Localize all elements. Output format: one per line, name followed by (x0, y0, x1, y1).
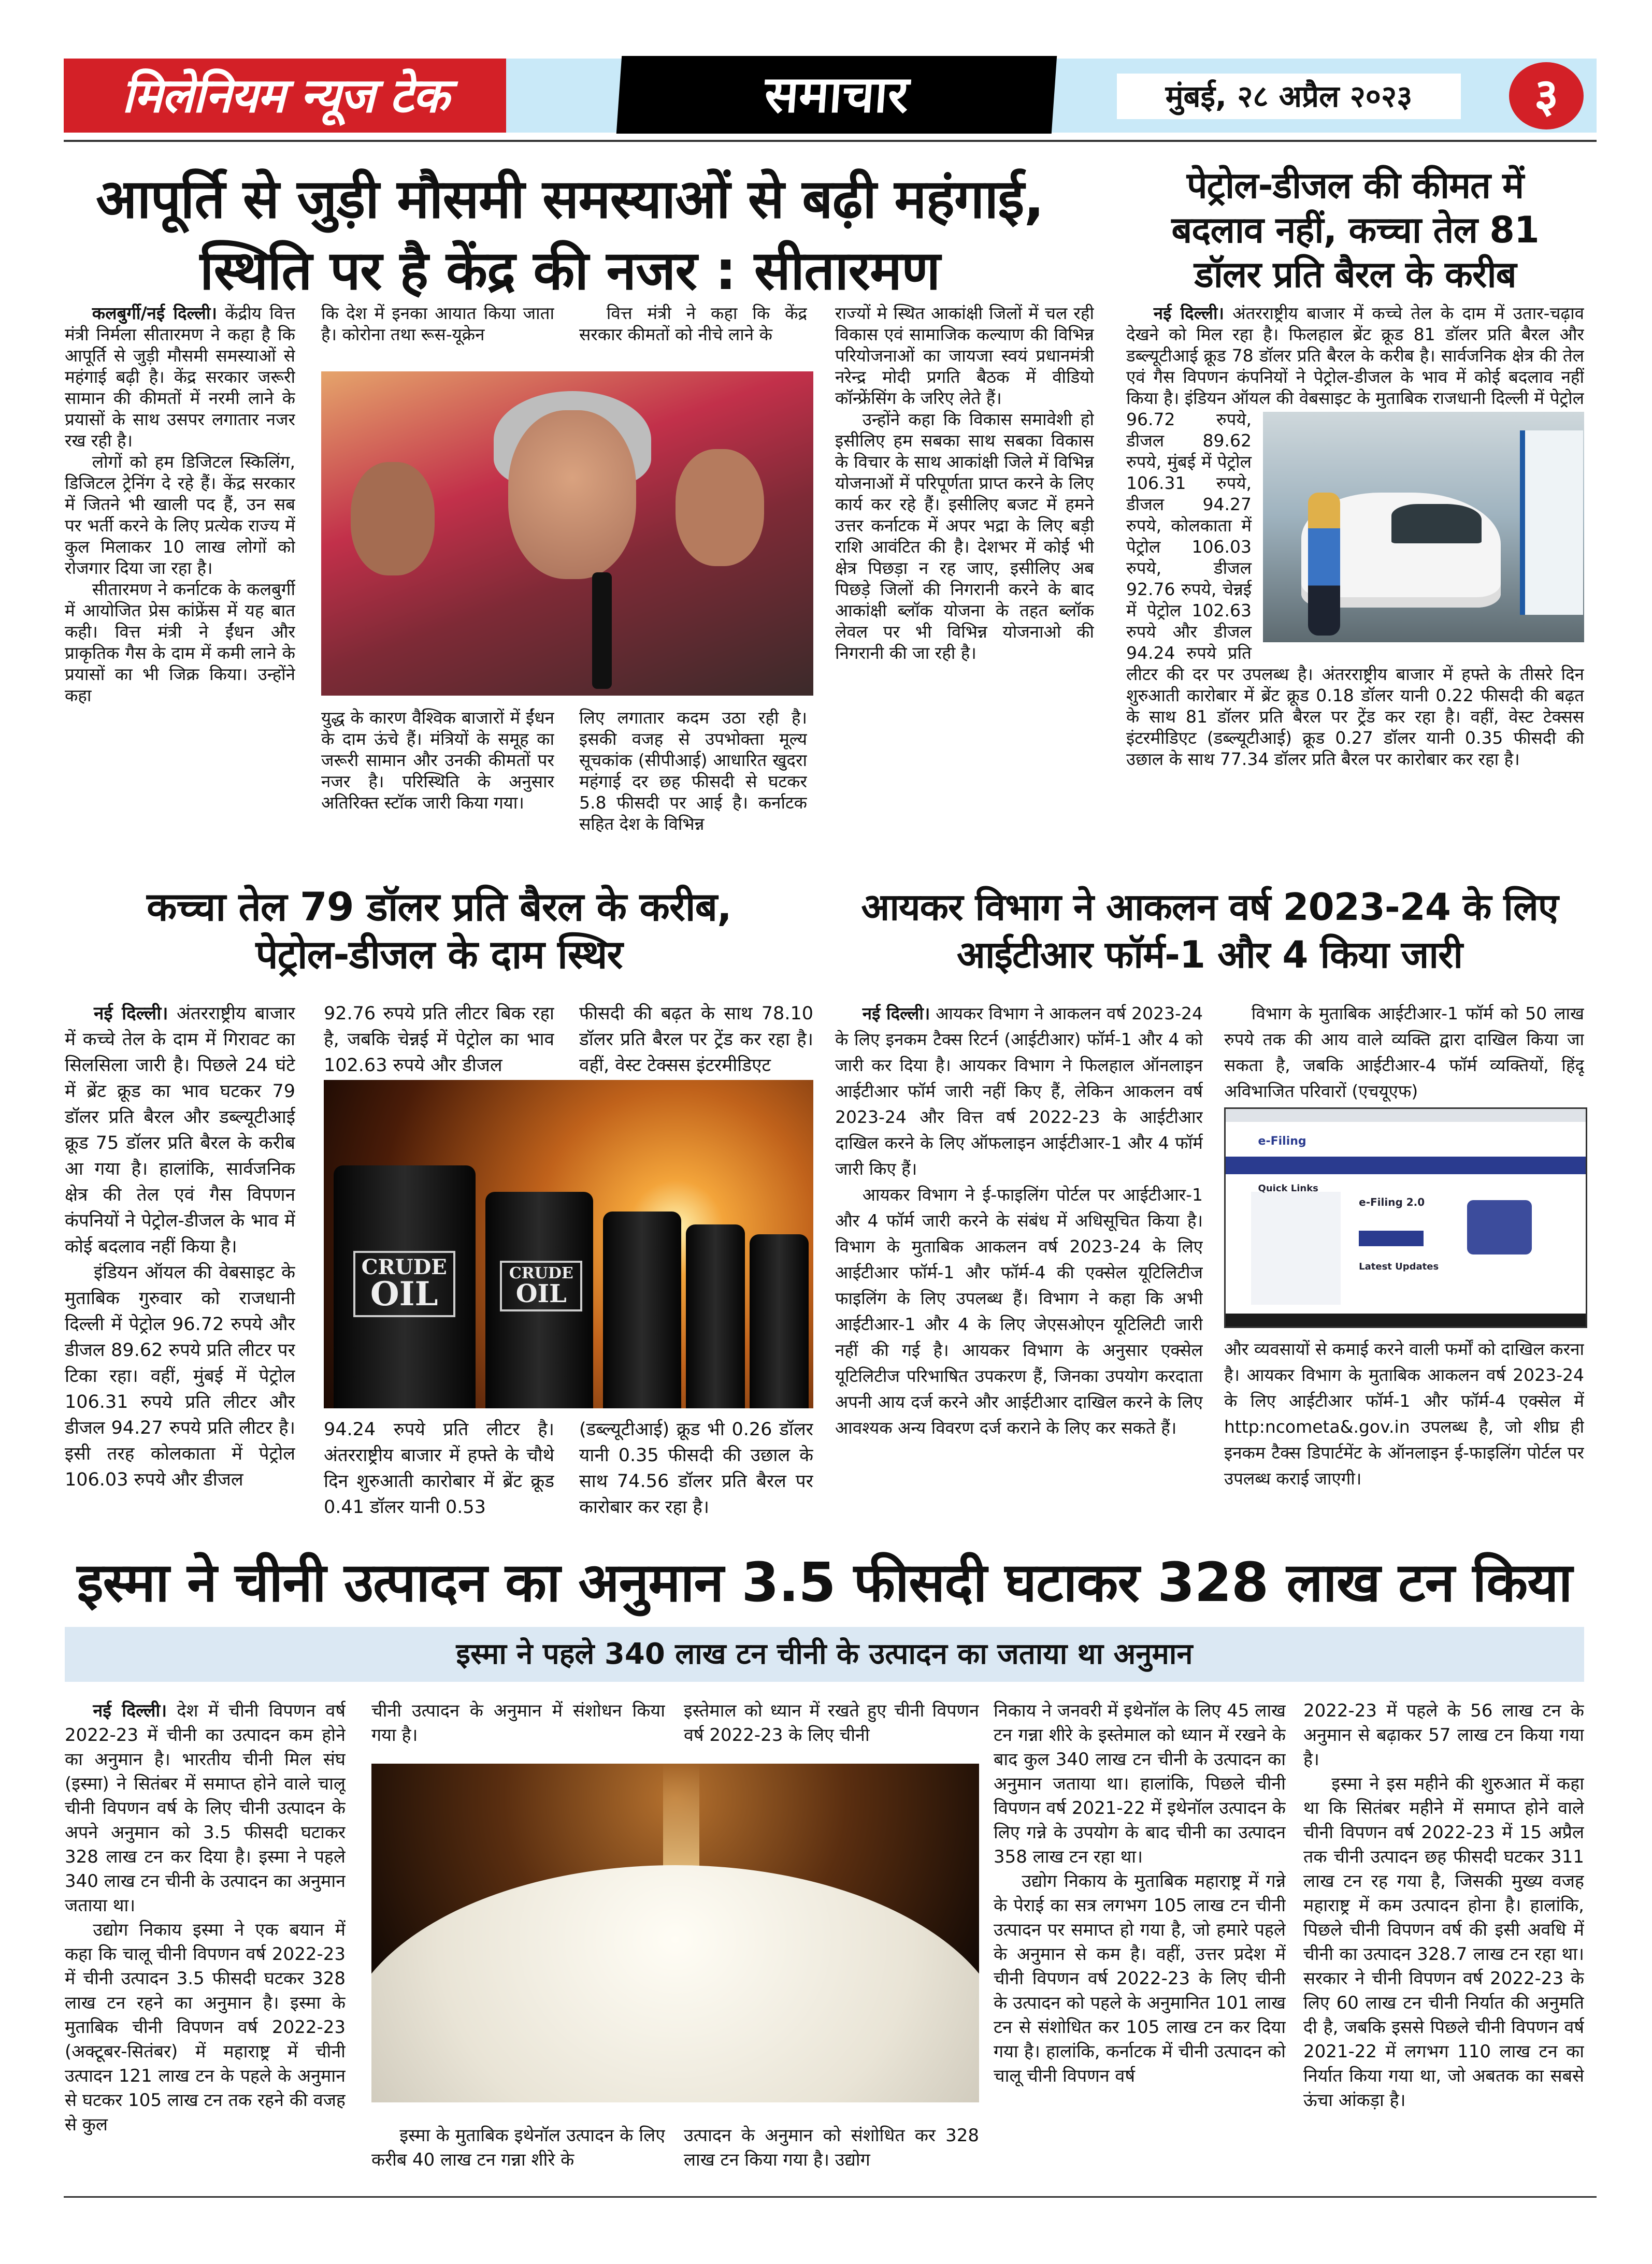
story1-headline (62, 163, 1078, 306)
barrel-label (500, 1261, 582, 1311)
story5-column-5 (1303, 1699, 1584, 2186)
headline-line: पेट्रोल-डीजल के दाम स्थिर (255, 931, 623, 977)
story5-column-2-bottom (371, 2124, 665, 2181)
paragraph-text: उद्योग निकाय के मुताबिक महाराष्ट्र में गन्ने के पेराई का सत्र लगभग 105 लाख टन चीनी उत्पादन पर समाप्त हो गया है, जो हमारे पहले के अनुमान से कम है। वहीं, उत्तर प्रदेश में चीनी विपणन वर्ष 2022-23 के लिए चीनी के उत्पादन को पहले के अनुमानित 101 लाख टन से संशोधित कर 105 लाख टन कर दिया गया है। हालांकि, कर्नाटक में चीनी उत्पादन को चालू चीनी विपणन वर्ष (994, 1871, 1286, 2086)
label-line: OIL (370, 1274, 438, 1314)
story1-column-2-bottom (321, 707, 554, 860)
story3-column-2-bottom (324, 1417, 554, 1520)
barrel (603, 1212, 681, 1408)
sugar-pile-photo (371, 1764, 979, 2102)
paragraph (65, 302, 295, 451)
story5-column-2-top (371, 1699, 665, 1751)
story1-column-4 (835, 302, 1094, 859)
story4-headline (835, 883, 1584, 978)
paragraph-text: इंडियन ऑयल की वेबसाइट के मुताबिक गुरुवार को राजधानी दिल्ली में पेट्रोल 96.72 रुपये और डीजल 89.62 रुपये प्रति लीटर पर टिका रहा। वहीं, मुंबई में पेट्रोल 106.31 रुपये प्रति लीटर और डीजल 94.27 रुपये प्रति लीटर है। इसी तरह कोलकाता में पेट्रोल 106.03 रुपये और डीजल (65, 1262, 295, 1490)
paragraph (579, 302, 807, 345)
story3-column-3-bottom (579, 1417, 813, 1520)
story5-column-3-bottom (684, 2124, 979, 2181)
label-line: OIL (515, 1279, 567, 1308)
paragraph (994, 1869, 1286, 2088)
paragraph-text: लोगों को हम डिजिटल स्किलिंग, डिजिटल ट्रेनिंग दे रहे हैं। केंद्र सरकार में जितने भी खाली पद हैं, उन सब पर भर्ती करने के लिए प्रत्येक राज्य में कुल मिलाकर 10 लाख लोगों को रोजगार दिया जा रहा है। (65, 452, 295, 578)
paragraph-text: लिए लगातार कदम उठा रही है। इसकी वजह से उपभोक्ता मूल्य सूचकांक (सीपीआई) आधारित खुदरा महंगाई दर छह फीसदी से घटकर 5.8 फीसदी पर आई है। कर्नाटक सहित देश के विभिन्न (579, 708, 807, 834)
story3-column-2-top (324, 1001, 554, 1079)
story5-column-1 (65, 1699, 346, 2186)
paragraph-text: अंतरराष्ट्रीय बाजार में कच्चे तेल के दाम में गिरावट का सिलसिला जारी है। पिछले 24 घंटे में ब्रेंट क्रूड का भाव घटकर 79 डॉलर प्रति बैरल और डब्ल्यूटीआई क्रूड 75 डॉलर प्रति बैरल के करीब आ गया है। हालांकि, सार्वजनिक क्षेत्र की तेल एवं गैस विपणन कंपनियों ने पेट्रोल-डीजल के भाव में कोई बदलाव नहीं किया है। (65, 1003, 295, 1257)
paragraph-text: कि देश में इनका आयात किया जाता है। कोरोना तथा रूस-यूक्रेन (321, 303, 554, 344)
article-text: अंतरराष्ट्रीय बाजार में कच्चे तेल के दाम में उतार-चढ़ाव देखने को मिल रहा है। फिलहाल ब्रेंट क्रूड 81 डॉलर प्रति बैरल और डब्ल्यूटीआई क्रूड 78 डॉलर प्रति बैरल के करीब है। सार्वजनिक क्षेत्र की तेल एवं गैस विपणन कंपनियों ने पेट्रोल-डीजल के भाव में कोई बदलाव नहीं किया है। इंडियन ऑयल की वेबसाइट के मुताबिक राजधानी दिल्ली में पेट्रोल 96.72 रुपये, डीजल 89.62 रुपये, मुंबई में पेट्रोल 106.31 रुपये, डीजल 94.27 रुपये, कोलकाता में पेट्रोल 106.03 रुपये, डीजल 92.76 रुपये, चेन्नई में पेट्रोल 102.63 रुपये और डीजल 94.24 रुपये प्रति लीटर की दर पर उपलब्ध है। अंतरराष्ट्रीय बाजार में हफ्ते के तीसरे दिन शुरुआती कारोबार में ब्रेंट क्रूड 0.18 डॉलर यानी 0.22 फीसदी की बढ़त के साथ 81 डॉलर प्रति बैरल पर ट्रेंड कर रहा है। वहीं, वेस्ट टेक्सस इंटरमीडिएट (डब्ल्यूटीआई) क्रूड 0.27 डॉलर यानी 0.35 फीसदी की उछाल के साथ 77.34 डॉलर प्रति बैरल पर कारोबार कर रहा है। (1126, 303, 1584, 769)
illustration (1467, 1200, 1532, 1254)
paragraph-text: फीसदी की बढ़त के साथ 78.10 डॉलर प्रति बैरल पर ट्रेंड कर रहा है। वहीं, वेस्ट टेक्सस इंटरमीडिएट (579, 1003, 813, 1076)
headline-line: आईटीआर फॉर्म-1 और 4 किया जारी (956, 933, 1463, 976)
paragraph (579, 1417, 813, 1520)
finance-minister-photo (321, 371, 813, 696)
paragraph (835, 1001, 1203, 1182)
paragraph-text: इस्तेमाल को ध्यान में रखते हुए चीनी विपणन वर्ष 2022-23 के लिए चीनी (684, 1700, 979, 1746)
microphone-detail (592, 572, 612, 689)
dateline: नई दिल्ली। (862, 1003, 930, 1023)
paragraph (65, 1918, 346, 2137)
story4-column-1 (835, 1001, 1203, 1521)
photo-detail (351, 462, 435, 575)
dateline: नई दिल्ली। (1153, 303, 1224, 323)
efiling-title: e-Filing 2.0 (1359, 1196, 1425, 1208)
paragraph-text: वित्त मंत्री ने कहा कि केंद्र सरकार कीमतों को नीचे लाने के (579, 303, 807, 344)
paragraph (321, 302, 554, 345)
paragraph-text: आयकर विभाग ने ई-फाइलिंग पोर्टल पर आईटीआर-1 और 4 फॉर्म जारी करने के संबंध में अधिसूचित किया है। विभाग के मुताबिक आकलन वर्ष 2023-24 के लिए आईटीआर फॉर्म-1 और फॉर्म-4 की एक्सेल यूटिलिटीज फाइलिंग के लिए उपलब्ध हैं। विभाग ने कहा कि अभी आईटीआर-1 और 4 के लिए जेएसओएन यूटिलिटी जारी नहीं की गई है। आयकर विभाग के अनुसार एक्सेल यूटिलिटीज परिभाषित उपकरण हैं, जिनका उपयोग करदाता अपनी आय दर्ज करने और आईटीआर दाखिल करने के लिए आवश्यक अन्य विवरण दर्ज कराने के लिए कर सकते हैं। (835, 1185, 1203, 1438)
browser-tab-bar (1226, 1109, 1586, 1122)
paragraph-text: 2022-23 में पहले के 56 लाख टन के अनुमान से बढ़ाकर 57 लाख टन किया गया है। (1303, 1700, 1584, 1770)
paragraph-text: उन्होंने कहा कि विकास समावेशी हो इसीलिए हम सबका साथ सबका विकास के विचार के साथ आकांक्षी जिले में विभिन्न योजनाओं में परिपूर्णता प्राप्त करने के लिए कार्य कर रहे हैं। इसीलिए बजट में हमने उत्तर कर्नाटक में अपर भद्रा के लिए बड़ी राशि आवंटित की है। देशभर में कोई भी क्षेत्र पिछड़ा न रह जाए, इसीलिए अब पिछड़े जिलों की निगरानी करने के बाद आकांक्षी ब्लॉक योजना के तहत ब्लॉक लेवल पर भी विभिन्न योजनाओ की निगरानी की जा रही है। (835, 409, 1094, 663)
paragraph-text: विभाग के मुताबिक आईटीआर-1 फॉर्म को 50 लाख रुपये तक की आय वाले व्यक्ति द्वारा दाखिल किया जा सकता है, जबकि आईटीआर-4 फॉर्म व्यक्तियों, हिंदू अविभाजित परिवारों (एचयूएफ) (1224, 1003, 1584, 1101)
crude-oil-barrels-photo (324, 1080, 813, 1408)
paragraph (324, 1001, 554, 1078)
paragraph (321, 707, 554, 813)
paragraph (835, 1182, 1203, 1441)
paragraph-text: सीतारमण ने कर्नाटक के कलबुर्गी में आयोजित प्रेस कांफ्रेंस में यह बात कही। वित्त मंत्री ने ईंधन और प्राकृतिक गैस के दाम में कमी लाने के प्रयासों का भी जिक्र किया। उन्होंने कहा (65, 579, 295, 705)
paragraph (65, 451, 295, 579)
page-bottom-rule (64, 2196, 1597, 2198)
photo-detail (1520, 430, 1583, 615)
paragraph (1303, 1699, 1584, 1772)
story1-column-2-top (321, 302, 554, 349)
dateline: कलबुर्गी/नई दिल्ली। (92, 303, 217, 323)
paragraph-text: 92.76 रुपये प्रति लीटर बिक रहा है, जबकि चेन्नई में पेट्रोल का भाव 102.63 रुपये और डीजल (324, 1003, 554, 1076)
story3-column-1 (65, 1001, 295, 1521)
headline-line: कच्चा तेल 79 डॉलर प्रति बैरल के करीब, (147, 884, 731, 930)
paragraph-text: 94.24 रुपये प्रति लीटर है। अंतरराष्ट्रीय बाजार में हफ्ते के चौथे दिन शुरुआती कारोबार में ब्रेंट क्रूड 0.41 डॉलर यानी 0.53 (324, 1419, 554, 1518)
story4-column-2-bottom (1224, 1336, 1584, 1520)
paragraph (324, 1417, 554, 1520)
paragraph (371, 1699, 665, 1748)
paragraph (65, 1260, 295, 1493)
paragraph-text: युद्ध के कारण वैश्विक बाजारों में ईंधन के दाम ऊंचे हैं। मंत्रियों के समूह का जरूरी सामान और उनकी कीमतों पर नजर है। परिस्थिति के अनुसार अतिरिक्त स्टॉक जारी किया गया। (321, 708, 554, 813)
taskbar (1226, 1314, 1586, 1326)
paragraph (579, 1001, 813, 1078)
photo-detail (371, 1865, 979, 2102)
story1-column-3-bottom (579, 707, 807, 860)
photo-detail (1308, 493, 1340, 636)
story3-column-3-top (579, 1001, 813, 1079)
paragraph (65, 579, 295, 706)
section-title: समाचार (616, 56, 1057, 134)
paragraph-text: इस्मा के मुताबिक इथेनॉल उत्पादन के लिए करीब 40 लाख टन गन्ना शीरे के (371, 2125, 665, 2170)
paragraph-text: देश में चीनी विपणन वर्ष 2022-23 में चीनी का उत्पादन कम होने का अनुमान है। भारतीय चीनी मिल संघ (इस्मा) ने सितंबर में समाप्त होने वाले चालू चीनी विपणन वर्ष के लिए चीनी उत्पादन के अपने अनुमान को 3.5 फीसदी घटाकर 328 लाख टन कर दिया है। इस्मा ने पहले 340 लाख टन चीनी के उत्पादन का अनुमान जताया था। (65, 1700, 346, 1916)
paragraph (835, 302, 1094, 409)
photo-detail (1391, 504, 1482, 543)
paragraph-text: राज्यों मे स्थित आकांक्षी जिलों में चल रही विकास एवं सामाजिक कल्याण की विभिन्न परियोजनाओं का जायजा स्वयं प्रधानमंत्री नरेन्द्र मोदी प्रगति बैठक में वीडियो कॉन्फ्रेंसिंग के जरिए लेते हैं। (835, 303, 1094, 408)
paragraph-text: आयकर विभाग ने आकलन वर्ष 2023-24 के लिए इनकम टैक्स रिटर्न (आईटीआर) फॉर्म-1 और 4 को जारी कर दिया है। आयकर विभाग ने फिलहाल ऑनलाइन आईटीआर फॉर्म जारी नहीं किए हैं, लेकिन आकलन वर्ष 2023-24 और वित्त वर्ष 2022-23 के आईटीआर दाखिल करने के लिए ऑफलाइन आईटीआर-1 और 4 फॉर्म जारी किए हैं। (835, 1003, 1203, 1179)
issue-date: मुंबई, २८ अप्रैल २०२३ (1117, 74, 1461, 119)
photo-detail (508, 410, 636, 579)
story5-column-4 (994, 1699, 1286, 2186)
paragraph (994, 1699, 1286, 1869)
paragraph (65, 1001, 295, 1260)
story5-column-3-top (684, 1699, 979, 1751)
paragraph (835, 409, 1094, 664)
paragraph (684, 1699, 979, 1748)
paragraph (579, 707, 807, 834)
paragraph-text: और व्यवसायों से कमाई करने वाली फर्मों को दाखिल करना है। आयकर विभाग के मुताबिक आकलन वर्ष 2023-24 के लिए आईटीआर फॉर्म-1 और फॉर्म-4 एक्सेल में http:ncometa&.gov.in उपलब्ध है, जो शीघ्र ही इनकम टैक्स डिपार्टमेंट के ऑनलाइन ई-फाइलिंग पोर्टल पर उपलब्ध कराई जाएगी। (1224, 1339, 1584, 1489)
story2-body (1126, 302, 1584, 862)
photo-detail (676, 449, 764, 566)
barrel (750, 1234, 808, 1408)
quick-links-panel (1251, 1192, 1341, 1305)
headline-line: डॉलर प्रति बैरल के करीब (1194, 253, 1516, 296)
headline-line: बदलाव नहीं, कच्चा तेल 81 (1171, 209, 1539, 251)
newspaper-logo: मिलेनियम न्यूज टेक (64, 59, 506, 133)
paragraph (1303, 1772, 1584, 2113)
label-line: CRUDE (361, 1254, 447, 1279)
page-number-badge: ३ (1509, 62, 1584, 129)
paragraph-text: (डब्ल्यूटीआई) क्रूड भी 0.26 डॉलर यानी 0.35 फीसदी की उछाल के साथ 74.56 डॉलर प्रति बैरल पर कारोबार कर रहा है। (579, 1419, 813, 1518)
headline-line: आपूर्ति से जुड़ी मौसमी समस्याओं से बढ़ी महंगाई, (96, 167, 1044, 230)
paragraph-text: इस्मा ने इस महीने की शुरुआत में कहा था कि सितंबर महीने में समाप्त होने वाले चीनी विपणन वर्ष 2022-23 में 15 अप्रैल तक चीनी उत्पादन छह फीसदी घटकर 311 लाख टन रह गया है, जिसकी मुख्य वजह महाराष्ट्र में कम उत्पादन होना है। हालांकि, पिछले चीनी विपणन वर्ष की इसी अवधि में चीनी का उत्पादन 328.7 लाख टन रहा था। सरकार ने चीनी विपणन वर्ष 2022-23 के लिए 60 लाख टन चीनी निर्यात की अनुमति दी है, जबकि इससे पिछले चीनी विपणन वर्ष 2021-22 में लगभग 110 लाख टन का निर्यात किया गया था, जो अबतक का सबसे ऊंचा आंकड़ा है। (1303, 1773, 1584, 2111)
story1-column-1 (65, 302, 295, 859)
paragraph-text: उत्पादन के अनुमान को संशोधित कर 328 लाख टन किया गया है। उद्योग (684, 2125, 979, 2170)
barrel (686, 1224, 744, 1408)
headline-line: आयकर विभाग ने आकलन वर्ष 2023-24 के लिए (861, 885, 1558, 929)
photo-detail (663, 1764, 699, 1882)
story1-column-3-top (579, 302, 807, 349)
dateline: नई दिल्ली। (94, 1003, 168, 1024)
latest-updates-title: Latest Updates (1359, 1261, 1439, 1272)
paragraph-text: उद्योग निकाय इस्मा ने एक बयान में कहा कि चालू चीनी विपणन वर्ष 2022-23 में चीनी उत्पादन 3.5 फीसदी घटकर 328 लाख टन रहने का अनुमान है। इस्मा के मुताबिक चीनी विपणन वर्ष 2022-23 (अक्टूबर-सितंबर) में महाराष्ट्र में चीनी उत्पादन 121 लाख टन के पहले के अनुमान से घटकर 105 लाख टन तक रहने की वजह से कुल (65, 1920, 346, 2135)
masthead-divider (64, 140, 1597, 142)
portal-nav-bar (1226, 1157, 1586, 1174)
story5-subheadline: इस्मा ने पहले 340 लाख टन चीनी के उत्पादन का जताया था अनुमान (65, 1627, 1584, 1682)
guided-tour-button (1359, 1231, 1424, 1246)
story4-column-2-top (1224, 1001, 1584, 1104)
story5-headline: इस्मा ने चीनी उत्पादन का अनुमान 3.5 फीसदी घटाकर 328 लाख टन किया (77, 1551, 1572, 1614)
paragraph (684, 2124, 979, 2172)
paragraph-text: निकाय ने जनवरी में इथेनॉल के लिए 45 लाख टन गन्ना शीरे के इस्तेमाल को ध्यान में रखने के बाद कुल 340 लाख टन चीनी के उत्पादन का अनुमान जताया था। हालांकि, पिछले चीनी विपणन वर्ष 2021-22 में इथेनॉल उत्पादन के लिए गन्ने के उपयोग के बाद चीनी का उत्पादन 358 लाख टन रहा था। (994, 1700, 1286, 1867)
paragraph (1224, 1336, 1584, 1492)
barrel-label (353, 1251, 455, 1317)
paragraph-text: केंद्रीय वित्त मंत्री निर्मला सीतारमण ने कहा है कि आपूर्ति से जुड़ी मौसमी समस्याओं से महंगाई बढ़ी है। केंद्र सरकार जरूरी सामान की कीमतों में नरमी लाने के प्रयासों के साथ उसपर लगातार नजर रख रही है। (65, 303, 295, 451)
label-line: CRUDE (509, 1264, 573, 1282)
efiling-logo: e-Filing (1258, 1135, 1306, 1148)
headline-line: पेट्रोल-डीजल की कीमत में (1186, 164, 1524, 207)
paragraph (1224, 1001, 1584, 1104)
quick-links-title: Quick Links (1258, 1183, 1318, 1194)
story3-headline (65, 883, 813, 978)
efiling-portal-screenshot (1224, 1107, 1587, 1328)
headline-line: स्थिति पर है केंद्र की नजर : सीतारमण (199, 239, 940, 302)
paragraph-text: चीनी उत्पादन के अनुमान में संशोधन किया गया है। (371, 1700, 665, 1746)
paragraph (371, 2124, 665, 2172)
paragraph (65, 1699, 346, 1918)
dateline: नई दिल्ली। (93, 1700, 167, 1721)
story2-headline (1126, 163, 1584, 297)
petrol-pump-photo (1263, 412, 1584, 642)
